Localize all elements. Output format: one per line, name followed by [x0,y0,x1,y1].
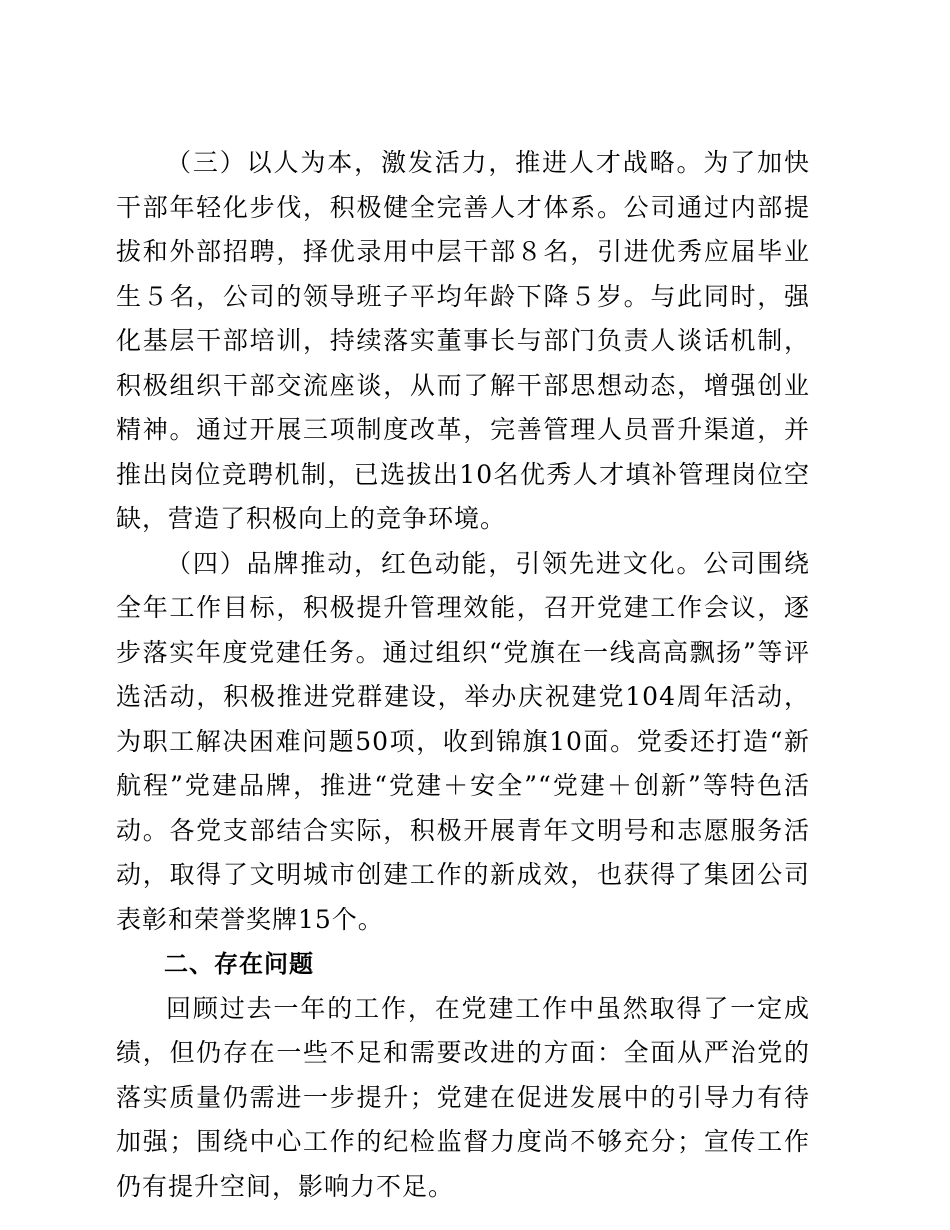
section-heading-problems: 二、存在问题 [164,950,314,978]
paragraph-brand-culture: （四）品牌推动，红色动能，引领先进文化。公司围绕全年工作目标，积极提升管理效能，召开党建工作会议，逐步落实年度党建任务。通过组织“党旗在一线高高飘扬”等评选活动，积极推进党群建设，举办庆祝建党104周年活动，为职工解决困难问题50项，收到锦旗10面。党委还打造“新航程”党建品牌，推进“党建＋安全”“党建＋创新”等特色活动。各党支部结合实际，积极开展青年文明号和志愿服务活动，取得了文明城市创建工作的新成效，也获得了集团公司表彰和荣誉奖牌15个。 [116,548,810,934]
paragraph-talent-strategy: （三）以人为本，激发活力，推进人才战略。为了加快干部年轻化步伐，积极健全完善人才体系。公司通过内部提拔和外部招聘，择优录用中层干部８名，引进优秀应届毕业生５名，公司的领导班子平均年龄下降５岁。与此同时，强化基层干部培训，持续落实董事长与部门负责人谈话机制，积极组织干部交流座谈，从而了解干部思想动态，增强创业精神。通过开展三项制度改革，完善管理人员晋升渠道，并推出岗位竞聘机制，已选拔出10名优秀人才填补管理岗位空缺，营造了积极向上的竞争环境。 [116,148,810,533]
document-body [116,141,810,1209]
paragraph-problems: 回顾过去一年的工作，在党建工作中虽然取得了一定成绩，但仍存在一些不足和需要改进的方面：全面从严治党的落实质量仍需进一步提升；党建在促进发展中的引导力有待加强；围绕中心工作的纪检监督力度尚不够充分；宣传工作仍有提升空间，影响力不足。 [116,993,810,1201]
